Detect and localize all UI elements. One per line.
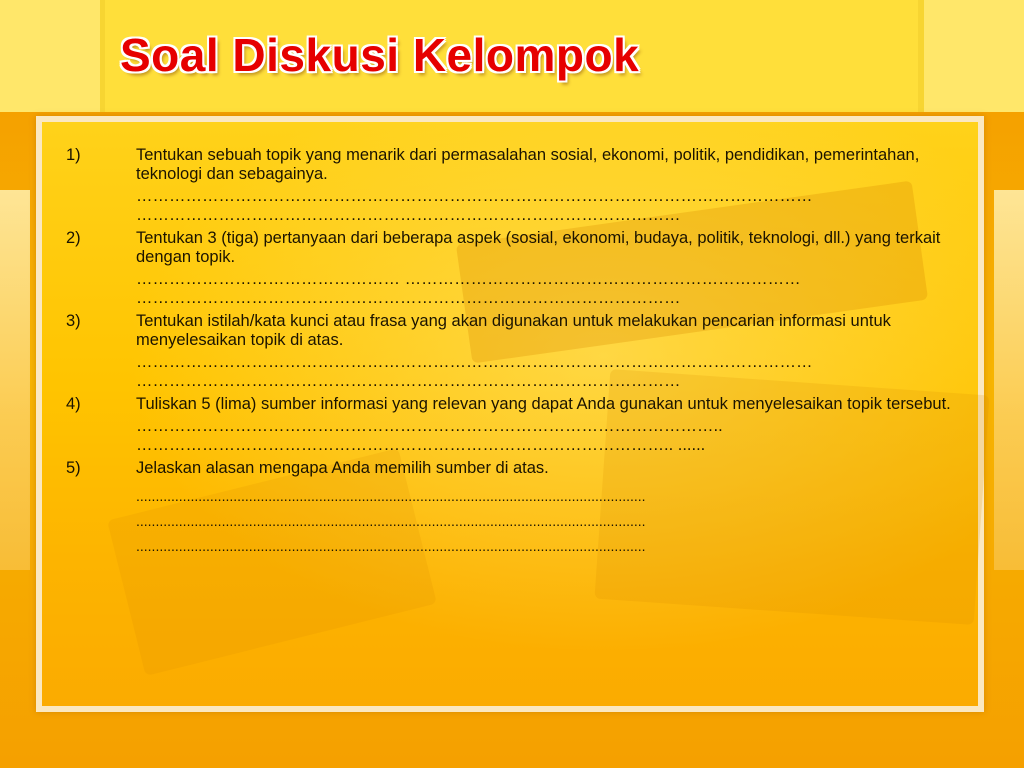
item-number: 5) [66, 459, 81, 477]
item-number: 2) [66, 229, 81, 247]
item-number: 1) [66, 146, 81, 164]
answer-line: ................................................................................................................................... [136, 488, 646, 504]
question-list [66, 146, 966, 559]
answer-line: …………………………………………………………………………………….. ...... [136, 436, 706, 454]
list-item [66, 395, 966, 455]
item-number: 3) [66, 312, 81, 330]
item-text: Tentukan sebuah topik yang menarik dari permasalahan sosial, ekonomi, politik, pendidikan, pemerintahan, teknologi dan sebagainya. [136, 146, 920, 183]
answer-line: ................................................................................................................................... [136, 513, 646, 529]
item-text: Tentukan 3 (tiga) pertanyaan dari beberapa aspek (sosial, ekonomi, budaya, politik, teknologi, dll.) yang terkait dengan topik. [136, 229, 941, 266]
answer-line: ………………………………………… ……………………………………………………………… [136, 270, 801, 288]
list-item [66, 459, 966, 559]
list-item [66, 312, 966, 391]
answer-line: …………………………………………………………………………………………………………… [136, 353, 813, 371]
slide-title: Soal Diskusi Kelompok [120, 29, 640, 81]
item-text: Jelaskan alasan mengapa Anda memilih sumber di atas. [136, 459, 549, 477]
left-side-decoration [0, 190, 30, 570]
item-text: Tentukan istilah/kata kunci atau frasa yang akan digunakan untuk melakukan pencarian informasi untuk menyelesaikan topik di atas. [136, 312, 891, 349]
answer-line: ……………………………………………………………………………………… [136, 372, 681, 390]
item-text: Tuliskan 5 (lima) sumber informasi yang relevan yang dapat Anda gunakan untuk menyelesaikan topik tersebut. [136, 395, 951, 413]
answer-line: ……………………………………………………………………………………… [136, 206, 681, 224]
answer-line: ................................................................................................................................... [136, 538, 646, 554]
answer-line: ……………………………………………………………………………………… [136, 289, 681, 307]
answer-line: …………………………………………………………………………………………….. [136, 417, 723, 435]
list-item [66, 146, 966, 225]
answer-line: …………………………………………………………………………………………………………… [136, 187, 813, 205]
content-panel [36, 116, 984, 712]
item-number: 4) [66, 395, 81, 413]
list-item [66, 229, 966, 308]
right-side-decoration [994, 190, 1024, 570]
